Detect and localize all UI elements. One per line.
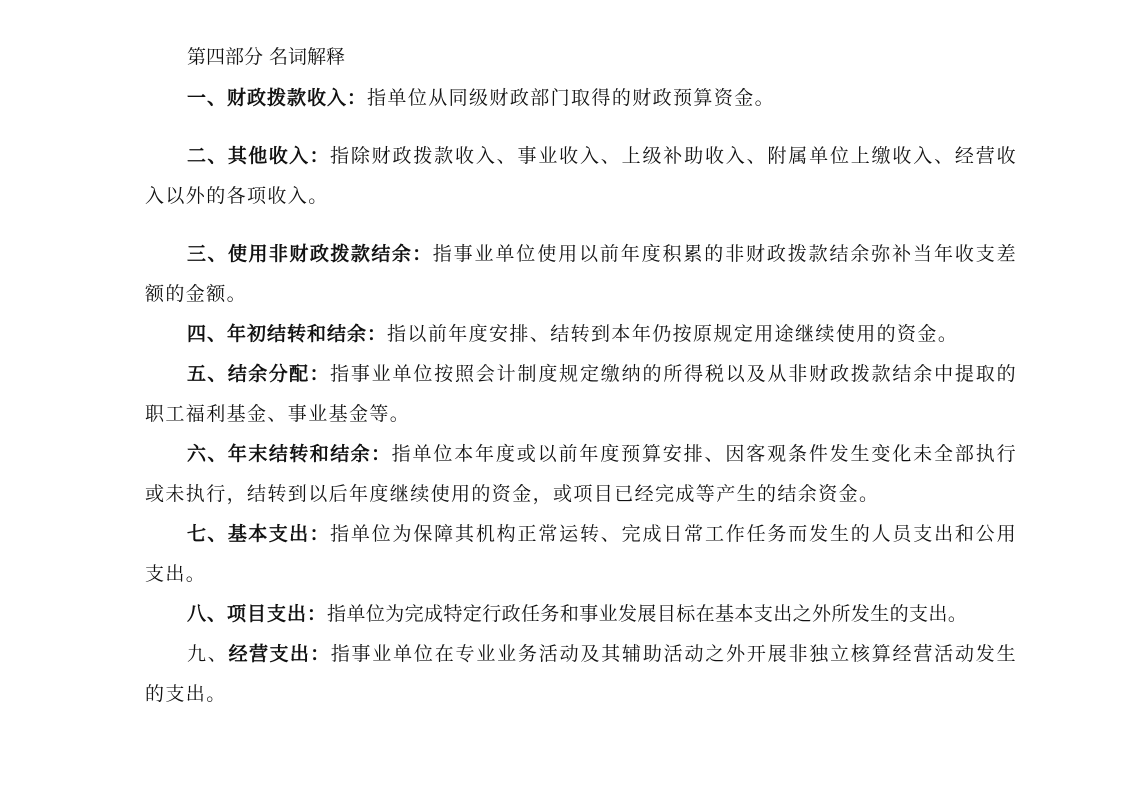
entry-definition: 指单位本年度或以前年度预算安排、因客观条件发生变化未全部执行或未执行，结转到以后年度继续使用的资金，或项目已经完成等产生的结余资金。 — [145, 443, 1017, 505]
entry-surplus-distribution — [145, 354, 1017, 434]
entry-definition: 指事业单位在专业业务活动及其辅助活动之外开展非独立核算经营活动发生的支出。 — [145, 643, 1017, 705]
section-title: 第四部分 名词解释 — [187, 46, 346, 68]
entry-term: 三、使用非财政拨款结余： — [187, 243, 433, 265]
entry-definition: 指单位从同级财政部门取得的财政预算资金。 — [367, 87, 776, 109]
entry-term: 二、其他收入： — [187, 145, 331, 167]
entry-fiscal-appropriation-income — [145, 78, 1017, 118]
entry-other-income — [145, 136, 1017, 216]
entry-opening-carryover-and-surplus — [145, 314, 1017, 354]
entry-year-end-carryover-and-surplus — [145, 434, 1017, 514]
entry-definition: 指除财政拨款收入、事业收入、上级补助收入、附属单位上缴收入、经营收入以外的各项收入。 — [145, 145, 1017, 207]
entry-project-expenditure — [145, 594, 1017, 634]
entry-definition: 指事业单位使用以前年度积累的非财政拨款结余弥补当年收支差额的金额。 — [145, 243, 1017, 305]
entry-basic-expenditure — [145, 514, 1017, 594]
entry-term: 经营支出： — [228, 643, 331, 665]
entry-definition: 指单位为完成特定行政任务和事业发展目标在基本支出之外所发生的支出。 — [327, 603, 968, 625]
entry-use-of-non-fiscal-surplus — [145, 234, 1017, 314]
entry-term: 八、项目支出： — [187, 603, 328, 625]
entry-definition: 指以前年度安排、结转到本年仍按原规定用途继续使用的资金。 — [387, 323, 959, 345]
entry-definition: 指事业单位按照会计制度规定缴纳的所得税以及从非财政拨款结余中提取的职工福利基金、事业基金等。 — [145, 363, 1017, 425]
entry-term: 四、年初结转和结余： — [187, 323, 388, 345]
entry-definition: 指单位为保障其机构正常运转、完成日常工作任务而发生的人员支出和公用支出。 — [145, 523, 1017, 585]
entry-term: 一、财政拨款收入： — [187, 87, 368, 109]
entry-operating-expenditure — [145, 634, 1017, 714]
entry-term-number: 九、 — [187, 643, 229, 665]
entry-term: 七、基本支出： — [187, 523, 331, 545]
entry-term: 六、年末结转和结余： — [187, 443, 392, 465]
entry-term: 五、结余分配： — [187, 363, 331, 385]
